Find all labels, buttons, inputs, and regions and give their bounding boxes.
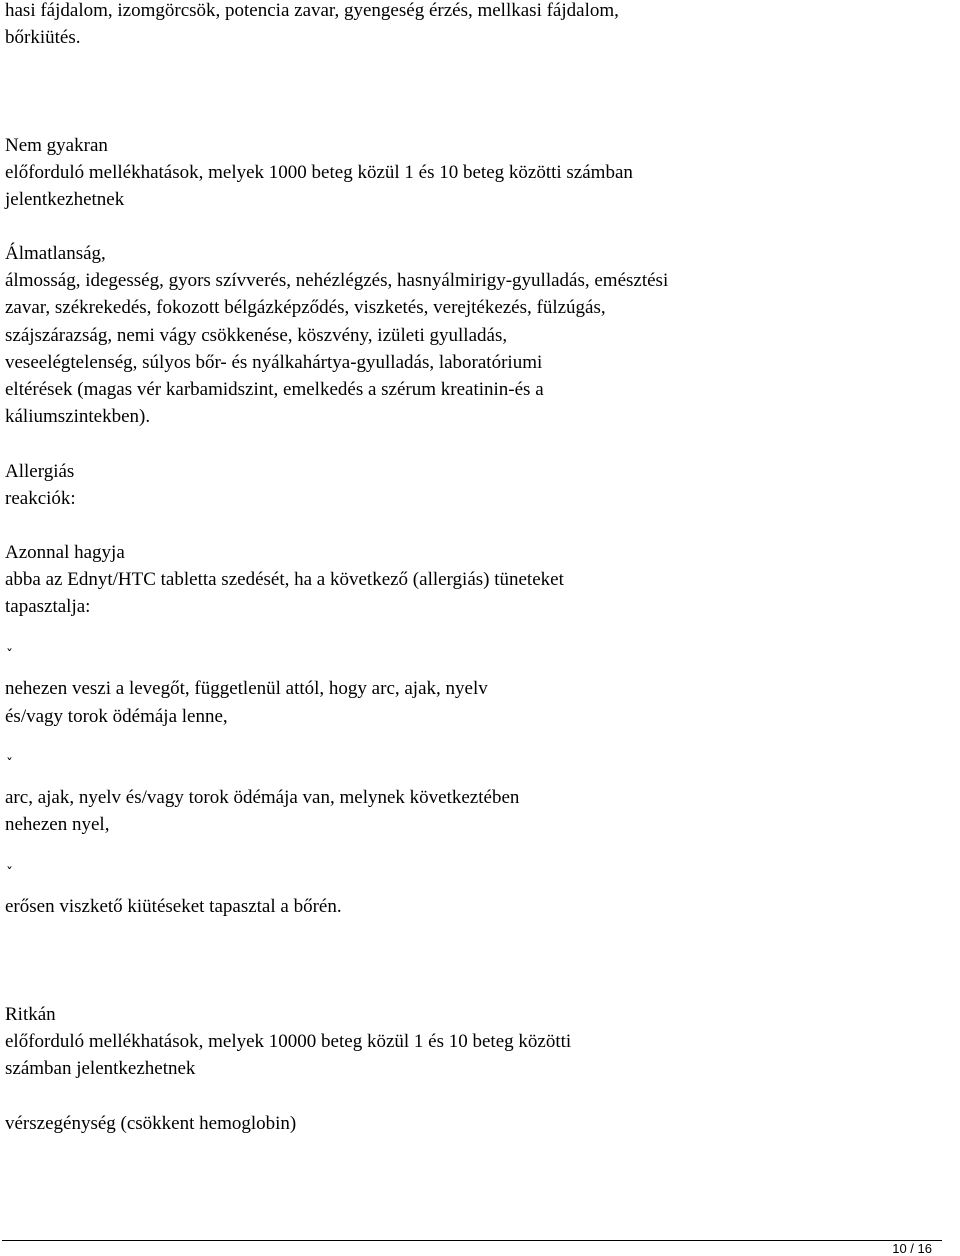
bullet-marker-icon: ˇ [6,648,13,664]
text-line: Álmatlanság, [5,243,106,264]
footer-divider [2,1240,942,1241]
text-line: jelentkezhetnek [5,189,125,210]
list-item: arc, ajak, nyelv és/vagy torok ödémája van, melynek következtében [5,787,520,808]
list-item: nehezen nyel, [5,814,110,835]
text-line: előforduló mellékhatások, melyek 10000 beteg közül 1 és 10 beteg közötti [5,1031,572,1052]
text-line: szájszárazság, nemi vágy csökkenése, köszvény, izületi gyulladás, [5,325,508,346]
section-heading: reakciók: [5,488,76,509]
text-line: hasi fájdalom, izomgörcsök, potencia zavar, gyengeség érzés, mellkasi fájdalom, [5,0,619,21]
section-heading: Nem gyakran [5,135,108,156]
list-item: nehezen veszi a levegőt, függetlenül attól, hogy arc, ajak, nyelv [5,678,488,699]
text-line: álmosság, idegesség, gyors szívverés, nehézlégzés, hasnyálmirigy-gyulladás, emésztési [5,270,669,291]
list-item: erősen viszkető kiütéseket tapasztal a bőrén. [5,896,342,917]
section-heading: Ritkán [5,1004,56,1025]
text-line: vérszegénység (csökkent hemoglobin) [5,1113,297,1134]
text-line: Azonnal hagyja [5,542,125,563]
text-line: tapasztalja: [5,596,91,617]
text-line: veseelégtelenség, súlyos bőr- és nyálkahártya-gyulladás, laboratóriumi [5,352,543,373]
text-line: káliumszintekben). [5,406,151,427]
list-item: és/vagy torok ödémája lenne, [5,706,228,727]
text-line: előforduló mellékhatások, melyek 1000 beteg közül 1 és 10 beteg közötti számban [5,162,633,183]
text-line: számban jelentkezhetnek [5,1058,196,1079]
text-line: abba az Ednyt/HTC tabletta szedését, ha a következő (allergiás) tüneteket [5,569,564,590]
text-line: bőrkiütés. [5,27,81,48]
page-number: 10 / 16 [892,1241,932,1256]
bullet-marker-icon: ˇ [6,866,13,882]
section-heading: Allergiás [5,461,75,482]
bullet-marker-icon: ˇ [6,757,13,773]
text-line: eltérések (magas vér karbamidszint, emelkedés a szérum kreatinin-és a [5,379,544,400]
text-line: zavar, székrekedés, fokozott bélgázképződés, viszketés, verejtékezés, fülzúgás, [5,297,606,318]
